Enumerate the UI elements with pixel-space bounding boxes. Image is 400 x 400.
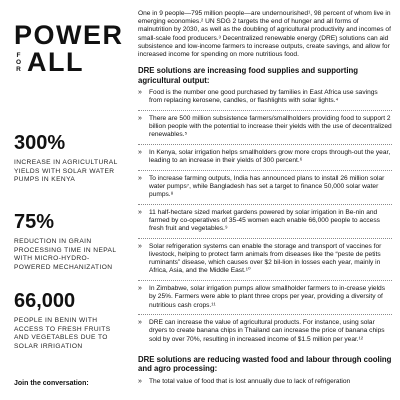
logo-for-letter: R bbox=[16, 65, 21, 73]
stat-description: INCREASE IN AGRICULTURAL YIELDS WITH SOLAR WATER PUMPS IN KENYA bbox=[14, 159, 118, 184]
logo-for-letter: F bbox=[16, 51, 21, 59]
stat-description: REDUCTION IN GRAIN PROCESSING TIME IN NEPAL WITH MICRO-HYDRO-POWERED MECHANIZATION bbox=[14, 238, 117, 271]
stat-benin bbox=[14, 290, 126, 351]
logo-for bbox=[14, 52, 23, 73]
stat-description: PEOPLE IN BENIN WITH ACCESS TO FRESH FRUITS AND VEGETABLES DUE TO SOLAR IRRIGATION bbox=[14, 317, 111, 350]
stat-value: 75% bbox=[14, 211, 55, 233]
list-item: » Food is the number one good purchased by families in East Africa use savings from replacing kerosene, candles, or flashlights with solar lights.⁴ bbox=[138, 89, 392, 111]
list-item: » The total value of food that is lost annually due to lack of refrigeration bbox=[138, 378, 392, 390]
stat-value: 66,000 bbox=[14, 290, 76, 312]
section-heading-wasted-food: DRE solutions are reducing wasted food and labour through cooling and agro processing: bbox=[138, 355, 392, 374]
logo-for-letter: O bbox=[15, 58, 22, 66]
list-item: » DRE can increase the value of agricultural products. For instance, using solar dryers to create banana chips in Thailand can increase the price of banana chips sold by over 70%, resulting in increased income of $1.5 million per year.¹² bbox=[138, 319, 392, 348]
bullet-list-food-supplies bbox=[138, 89, 392, 348]
intro-paragraph: One in 9 people—795 million people—are undernourished¹, 98 percent of whom live in emerging economies.² UN SDG 2 targets the end of hunger and all forms of malnutrition by 2030, as well as the doubling of agricultural productivity and incomes of small-scale food producers.³ Decentralized renewable energy (DRE) solutions can aid subsistence and low-income farmers to increase outputs, create savings, and allow for increased income for spending on more nutritious food. bbox=[138, 10, 391, 59]
logo-all: ALL bbox=[27, 47, 84, 77]
stat-value: 300% bbox=[14, 132, 66, 154]
sidebar bbox=[0, 0, 128, 400]
stat-grain bbox=[14, 211, 126, 272]
logo-row bbox=[14, 49, 110, 75]
list-item: » In Zimbabwe, solar irrigation pumps allow smallholder farmers to in-crease yields by 25%. Farmers were able to plant three crops per year, providing a diversity of nutritious cash crops.¹¹ bbox=[138, 285, 392, 315]
main-content bbox=[138, 10, 392, 390]
bullet-list-wasted-food bbox=[138, 378, 392, 390]
list-item: » To increase farming outputs, India has announced plans to install 26 million solar water pumps⁷, while Bangladesh has set a target to finance 50,000 solar water pumps.⁸ bbox=[138, 175, 392, 205]
list-item: » Solar refrigeration systems can enable the storage and transport of vaccines for livestock, helping to protect farm animals from diseases like the “peste de petits ruminants” disease, which causes over $2 bil-lion in losses each year, mainly in Africa, Asia, and the Middle East.¹⁰ bbox=[138, 243, 392, 281]
logo-power: POWER bbox=[14, 20, 124, 50]
list-item: » 11 half-hectare sized market gardens powered by solar irrigation in Be-nin and farmed by co-operatives of 35-45 women each enable 66,000 people to access fresh fruit and vegetables.⁹ bbox=[138, 209, 392, 239]
list-item: » There are 500 million subsistence farmers/smallholders providing food to support 2 billion people with the potential to increase their yields with the use of decentralized renewables.⁵ bbox=[138, 115, 392, 145]
list-item: » In Kenya, solar irrigation helps smallholders grow more crops through-out the year, leading to an increase in their yields of 300 percent.⁶ bbox=[138, 149, 392, 171]
join-conversation-label: Join the conversation: bbox=[14, 380, 89, 387]
section-heading-food-supplies: DRE solutions are increasing food supplies and supporting agricultural output: bbox=[138, 66, 359, 85]
stat-yield bbox=[14, 132, 126, 185]
power-for-all-logo bbox=[14, 20, 124, 77]
